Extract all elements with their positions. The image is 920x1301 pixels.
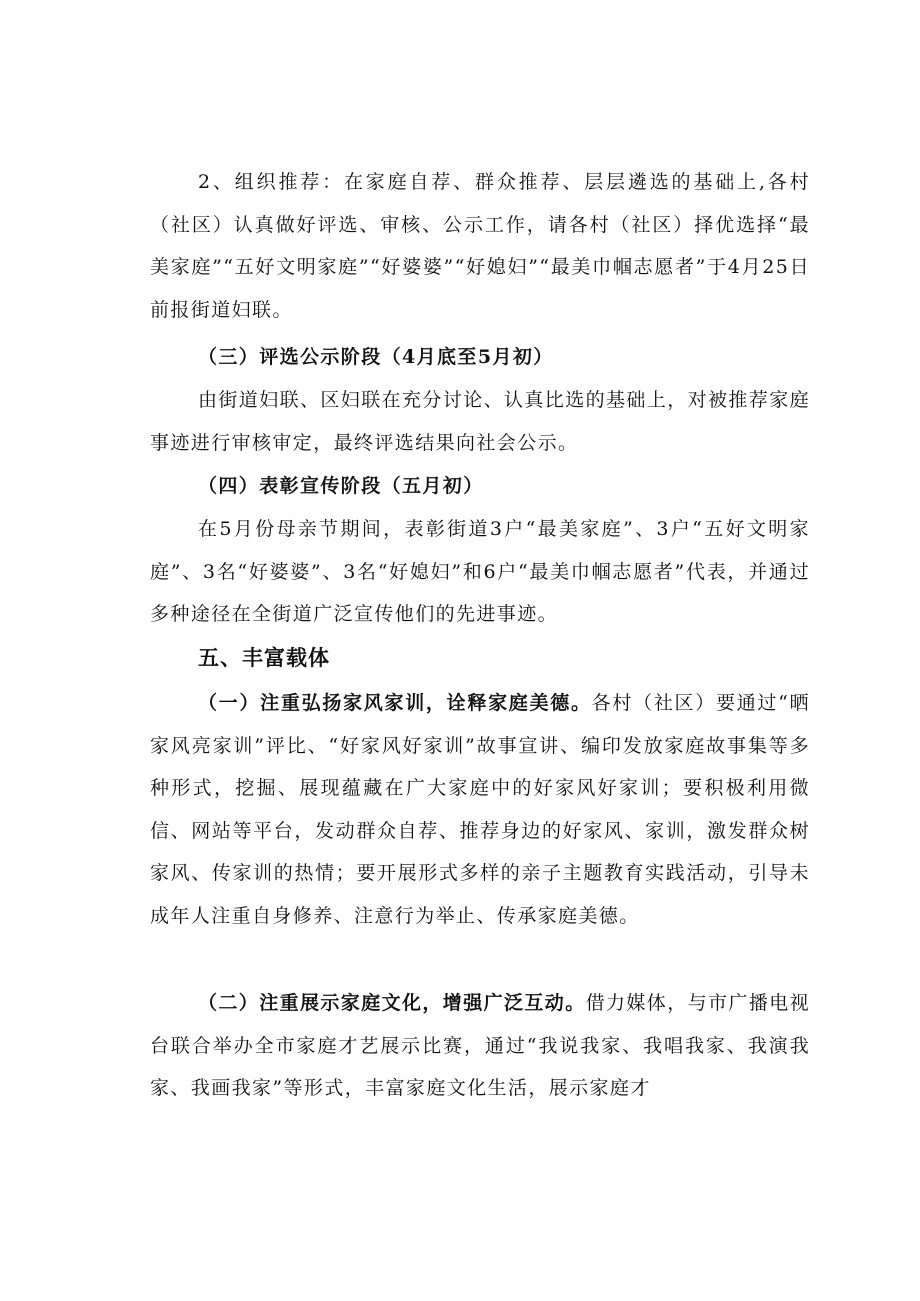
paragraph-body: 各村（社区）要通过“晒家风亮家训”评比、“好家风好家训”故事宣讲、编印发放家庭故事集等多种形式，挖掘、展现蕴藏在广大家庭中的好家风好家训；要积极利用微信、网站等平台，发动群众自荐、推荐身边的好家风、家训，激发群众树家风、传家训的热情；要开展形式多样的亲子主题教育实践活动，引导未成年人注重自身修养、注意行为举止、传承家庭美德。	[150, 692, 810, 927]
paragraph-body: 借力媒体，与市广播电视台联合举办全市家庭才艺展示比赛，通过“我说我家、我唱我家、我演我家、我画我家”等形式，丰富家庭文化生活，展示家庭才	[150, 992, 811, 1099]
heading-stage-three: （三）评选公示阶段（4月底至5月初）	[198, 346, 554, 368]
paragraph-commendation: 在5月份母亲节期间，表彰街道3户“最美家庭”、3户“五好文明家庭”、3名“好婆婆”、3名“好媳妇”和6户“最美巾帼志愿者”代表，并通过多种途径在全街道广泛宣传他们的先进事迹。	[150, 518, 810, 625]
paragraph-family-tradition	[150, 682, 810, 937]
section-heading-five: 五、丰富载体	[198, 646, 330, 670]
heading-stage-four: （四）表彰宣传阶段（五月初）	[198, 475, 484, 497]
paragraph-family-culture	[150, 982, 810, 1110]
paragraph-lead-bold: （二）注重展示家庭文化，增强广泛互动。	[198, 992, 586, 1014]
paragraph-organize-recommend: 2、组织推荐：在家庭自荐、群众推荐、层层遴选的基础上,各村（社区）认真做好评选、审核、公示工作，请各村（社区）择优选择“最美家庭”“五好文明家庭”“好婆婆”“好媳妇”“最美巾帼志愿者”于4月25日前报街道妇联。	[150, 171, 810, 321]
paragraph-lead-bold: （一）注重弘扬家风家训，诠释家庭美德。	[198, 692, 592, 714]
paragraph-review-publicity: 由街道妇联、区妇联在充分讨论、认真比选的基础上，对被推荐家庭事迹进行审核审定，最终评选结果向社会公示。	[150, 389, 811, 454]
